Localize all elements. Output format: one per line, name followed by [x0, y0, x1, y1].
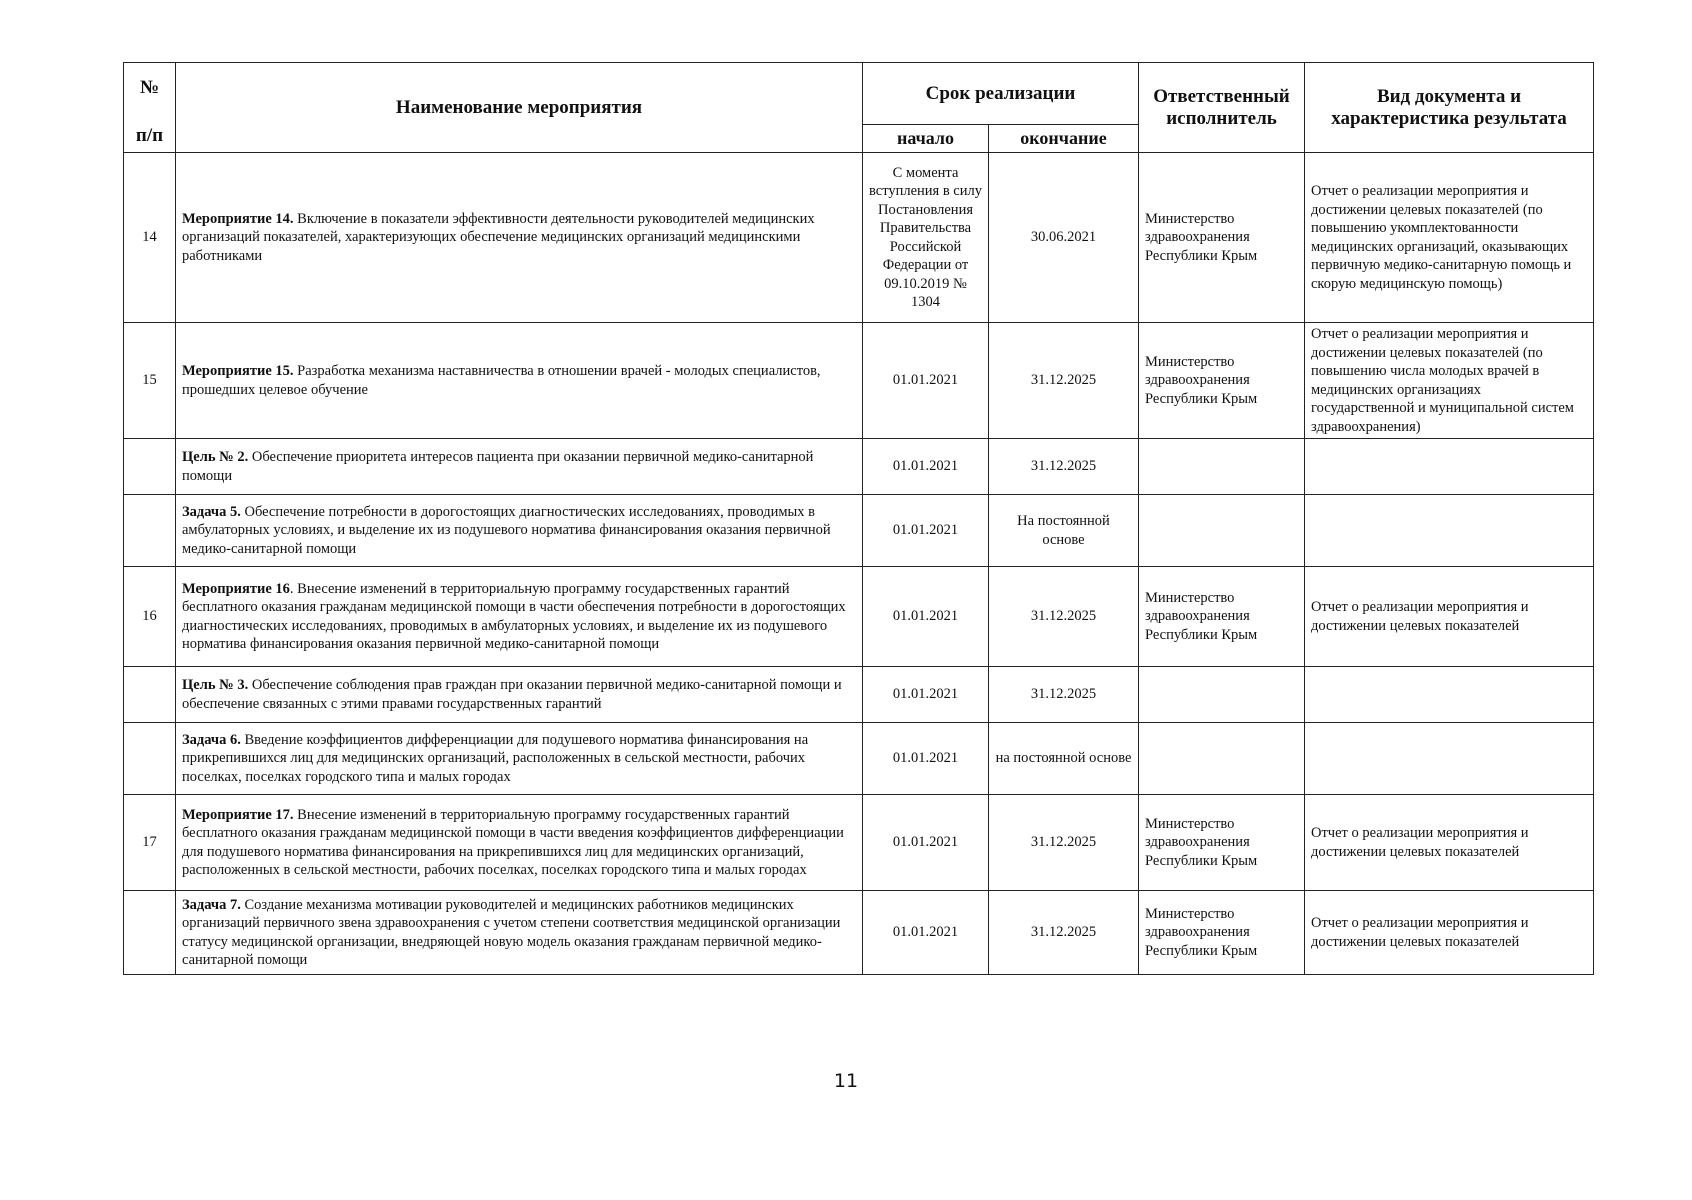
row-result [1305, 495, 1594, 567]
table-row [124, 795, 1594, 891]
row-responsible: Министерство здравоохранения Республики Крым [1139, 567, 1305, 667]
row-title [176, 323, 863, 439]
row-result [1305, 667, 1594, 723]
row-title-text: Внесение изменений в территориальную программу государственных гарантий бесплатного оказания гражданам медицинской помощи в части введения коэффициентов дифференциации для подушевого норматива финансирования на прикрепившихся лиц для медицинских организаций, расположенных в сельской местности, рабочих поселках, поселках городского типа и малых городах [182, 806, 844, 878]
row-number: 16 [124, 567, 176, 667]
row-responsible: Министерство здравоохранения Республики Крым [1139, 891, 1305, 975]
table-row [124, 153, 1594, 323]
header-term: Срок реализации [863, 63, 1139, 125]
row-title [176, 723, 863, 795]
row-title-label: Задача 5. [182, 503, 241, 520]
row-title-label: Мероприятие 15. [182, 363, 294, 379]
row-title-text: Создание механизма мотивации руководителей и медицинских работников медицинских организаций первичного звена здравоохранения с учетом степени соответствия медицинской организации статусу медицинской организации, внедряющей новую модель оказания гражданам первичной медико-санитарной помощи [182, 896, 841, 968]
row-end-date: 31.12.2025 [989, 795, 1139, 891]
table-row [124, 667, 1594, 723]
row-title-text: Включение в показатели эффективности деятельности руководителей медицинских организаций показателей, характеризующих обеспечение медицинских организаций медицинскими работниками [182, 210, 815, 264]
row-number [124, 891, 176, 975]
row-title-label: Задача 6. [182, 731, 241, 748]
row-title-label: Мероприятие 17. [182, 806, 294, 823]
row-result: Отчет о реализации мероприятия и достижении целевых показателей [1305, 567, 1594, 667]
header-responsible: Ответственный исполнитель [1139, 63, 1305, 153]
row-end-date: 31.12.2025 [989, 891, 1139, 975]
row-title-label: Цель № 3. [182, 677, 249, 693]
row-title-text: . Внесение изменений в территориальную программу государственных гарантий бесплатного оказания гражданам медицинской помощи в части обеспечения потребности в дорогостоящих диагностических исследованиях, проводимых в амбулаторных условиях, и выделение их из подушевого норматива финансирования оказания первичной медико-санитарной помощи [182, 580, 846, 652]
row-title-text: Введение коэффициентов дифференциации для подушевого норматива финансирования на прикрепившихся лиц для медицинских организаций, расположенных в сельской местности, рабочих поселках, поселках городского типа и малых городах [182, 731, 809, 785]
row-result [1305, 723, 1594, 795]
row-title-label: Задача 7. [182, 896, 241, 913]
header-name: Наименование мероприятия [176, 63, 863, 153]
row-start-date: 01.01.2021 [863, 567, 989, 667]
table-row [124, 723, 1594, 795]
row-end-date: на постоянной основе [989, 723, 1139, 795]
row-title [176, 153, 863, 323]
row-title [176, 439, 863, 495]
header-end: окончание [989, 125, 1139, 153]
header-num-bottom: п/п [135, 125, 164, 146]
row-title [176, 795, 863, 891]
row-result: Отчет о реализации мероприятия и достижении целевых показателей [1305, 891, 1594, 975]
activities-table [123, 62, 1594, 975]
header-start: начало [863, 125, 989, 153]
row-number [124, 495, 176, 567]
row-start-date: 01.01.2021 [863, 495, 989, 567]
row-end-date: 31.12.2025 [989, 323, 1139, 439]
table-body [124, 153, 1594, 975]
header-num-top: № [139, 77, 160, 98]
table-row [124, 323, 1594, 439]
row-start-date: 01.01.2021 [863, 667, 989, 723]
row-title-text: Разработка механизма наставничества в отношении врачей - молодых специалистов, прошедших целевое обучение [182, 363, 821, 398]
row-result: Отчет о реализации мероприятия и достижении целевых показателей (по повышению числа молодых врачей в медицинских организациях государственной и муниципальной систем здравоохранения) [1305, 323, 1594, 439]
page-number: 11 [833, 1070, 859, 1092]
row-responsible [1139, 495, 1305, 567]
row-responsible [1139, 723, 1305, 795]
row-responsible: Министерство здравоохранения Республики Крым [1139, 153, 1305, 323]
row-title [176, 567, 863, 667]
row-end-date: 30.06.2021 [989, 153, 1139, 323]
row-result [1305, 439, 1594, 495]
row-title-label: Мероприятие 14. [182, 210, 294, 227]
table-row [124, 891, 1594, 975]
row-number [124, 723, 176, 795]
row-number: 15 [124, 323, 176, 439]
row-title [176, 667, 863, 723]
row-end-date: 31.12.2025 [989, 567, 1139, 667]
row-result: Отчет о реализации мероприятия и достижении целевых показателей [1305, 795, 1594, 891]
row-title-label: Мероприятие 16 [182, 580, 290, 597]
row-responsible [1139, 439, 1305, 495]
row-title-text: Обеспечение приоритета интересов пациента при оказании первичной медико-санитарной помощи [182, 449, 814, 484]
row-start-date: 01.01.2021 [863, 795, 989, 891]
row-start-date: 01.01.2021 [863, 439, 989, 495]
row-responsible: Министерство здравоохранения Республики Крым [1139, 795, 1305, 891]
row-number: 17 [124, 795, 176, 891]
row-start-date: 01.01.2021 [863, 891, 989, 975]
row-title [176, 495, 863, 567]
row-number: 14 [124, 153, 176, 323]
row-title [176, 891, 863, 975]
row-title-label: Цель № 2. [182, 449, 249, 465]
row-start-date: С момента вступления в силу Постановления Правительства Российской Федерации от 09.10.2019 № 1304 [863, 153, 989, 323]
row-responsible [1139, 667, 1305, 723]
row-end-date: 31.12.2025 [989, 439, 1139, 495]
row-title-text: Обеспечение потребности в дорогостоящих диагностических исследованиях, проводимых в амбулаторных условиях, и выделение их из подушевого норматива финансирования оказания первичной медико-санитарной помощи [182, 503, 831, 557]
row-number [124, 439, 176, 495]
row-title-text: Обеспечение соблюдения прав граждан при оказании первичной медико-санитарной помощи и обеспечение связанных с этими правами государственных гарантий [182, 677, 842, 712]
header-num [124, 63, 176, 153]
row-end-date: 31.12.2025 [989, 667, 1139, 723]
table-row [124, 567, 1594, 667]
row-end-date: На постоянной основе [989, 495, 1139, 567]
row-start-date: 01.01.2021 [863, 723, 989, 795]
table-row [124, 495, 1594, 567]
document-page [123, 62, 1593, 975]
row-start-date: 01.01.2021 [863, 323, 989, 439]
header-doc-type: Вид документа и характеристика результата [1305, 63, 1594, 153]
row-result: Отчет о реализации мероприятия и достижении целевых показателей (по повышению укомплектованности медицинских организаций, оказывающих первичную медико-санитарную помощь и скорую медицинскую помощь) [1305, 153, 1594, 323]
header-row-top [124, 63, 1594, 125]
row-number [124, 667, 176, 723]
row-responsible: Министерство здравоохранения Республики Крым [1139, 323, 1305, 439]
table-row [124, 439, 1594, 495]
